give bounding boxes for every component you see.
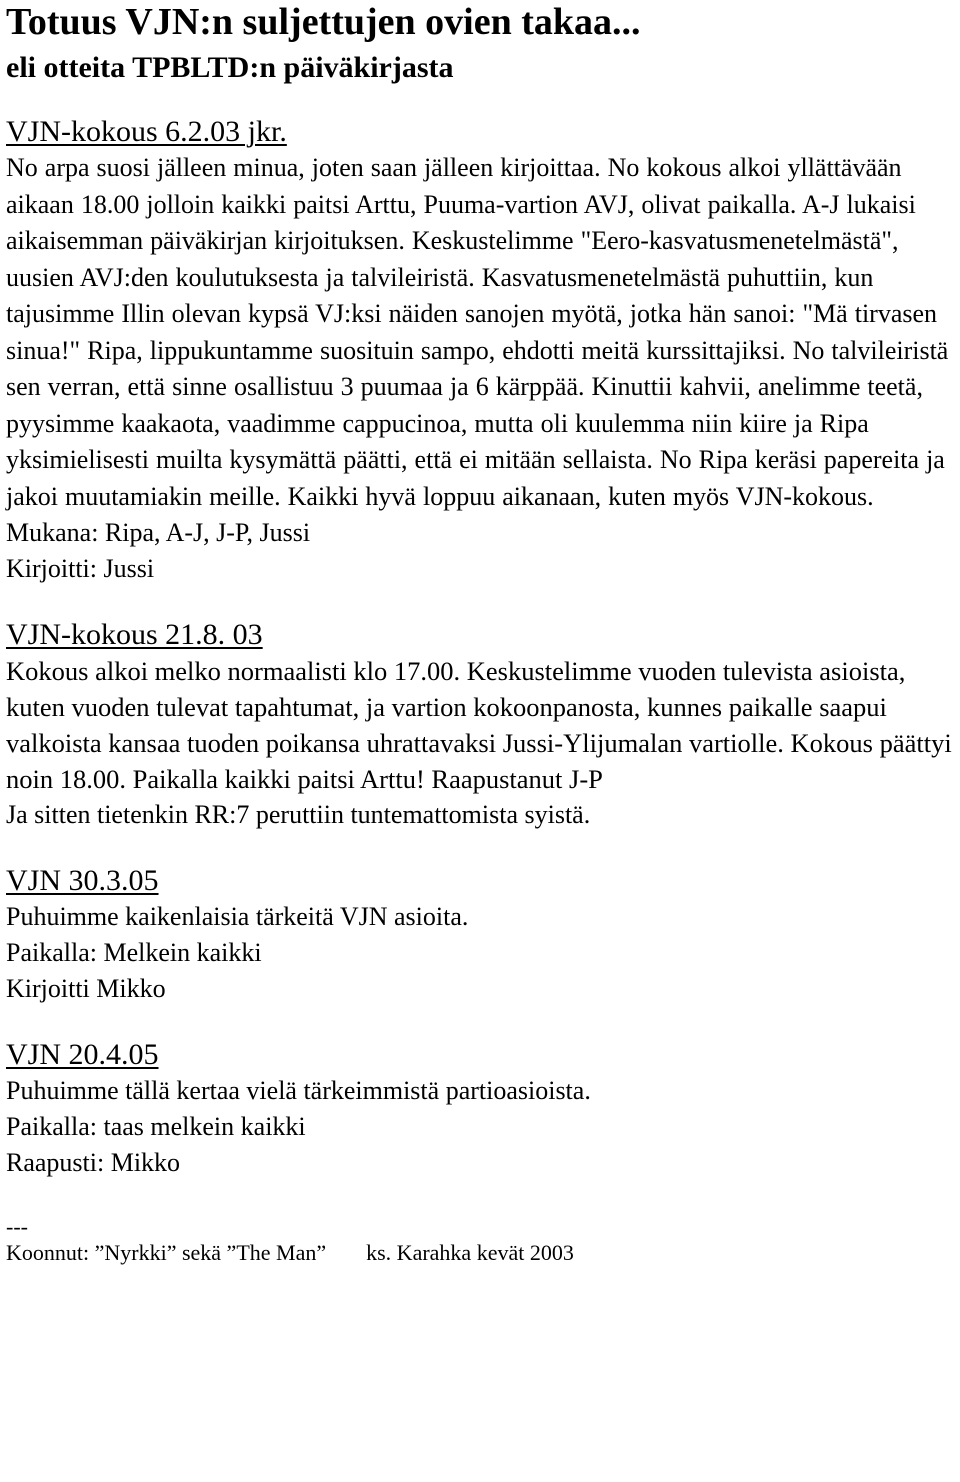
footer-credits <box>6 1239 958 1267</box>
entry-heading: VJN 30.3.05 <box>6 864 159 897</box>
entry-attendees: Mukana: Ripa, A-J, J-P, Jussi <box>6 518 311 547</box>
entry-heading: VJN 20.4.05 <box>6 1038 159 1071</box>
document-page <box>6 0 958 1267</box>
entry-writer: Kirjoitti: Jussi <box>6 554 155 583</box>
entry-heading: VJN-kokous 6.2.03 jkr. <box>6 115 287 148</box>
footer-source: ks. Karahka kevät 2003 <box>366 1240 574 1265</box>
document-subtitle: eli otteita TPBLTD:n päiväkirjasta <box>6 51 454 84</box>
diary-entry-2 <box>6 617 958 833</box>
entry-body: No arpa suosi jälleen minua, joten saan jälleen kirjoittaa. No kokous alkoi yllättävään aikaan 18.00 jolloin kaikki paitsi Arttu, Puuma-vartion AVJ, olivat paikalla. A-J lukaisi aikaisemman päiväkirjan kirjoituksen. Keskustelimme "Eero-kasvatusmenetelmästä", uusien AVJ:den koulutuksesta ja talvileiristä. Kasvatusmenetelmästä puhuttiin, kun tajusimme Illin olevan kypsä VJ:ksi näiden sanojen myötä, jotka hän sanoi: "Mä tirvasen sinua!" Ripa, lippukuntamme suosituin sampo, ehdotti meitä kurssittajiksi. No talvileiristä sen verran, että sinne osallistuu 3 puumaa ja 6 kärppää. Kinuttii kahvii, anelimme teetä, pyysimme kaakaota, vaadimme cappucinoa, mutta oli kuulemma niin kiire ja Ripa yksimielisesti muilta kysymättä päätti, että ei mitään sellaista. No Ripa keräsi papereita ja jakoi muutamiakin meille. Kaikki hyvä loppuu aikanaan, kuten myös VJN-kokous. <box>6 153 949 511</box>
footer-compiled-by: Koonnut: ”Nyrkki” sekä ”The Man” <box>6 1240 327 1265</box>
entry-writer: Kirjoitti Mikko <box>6 974 166 1003</box>
entry-note: Ja sitten tietenkin RR:7 peruttiin tuntemattomista syistä. <box>6 800 591 829</box>
entry-attendees: Paikalla: Melkein kaikki <box>6 938 262 967</box>
entry-attendees: Paikalla: taas melkein kaikki <box>6 1112 306 1141</box>
entry-body: Kokous alkoi melko normaalisti klo 17.00. Keskustelimme vuoden tulevista asioista, kuten vuoden tulevat tapahtumat, ja vartion kokoonpanosta, kunnes paikalle saapui valkoista kansaa tuoden poikansa uhrattavaksi Jussi-Ylijumalan vartiolle. Kokous päättyi noin 18.00. Paikalla kaikki paitsi Arttu! Raapustanut J-P <box>6 656 952 794</box>
footer-separator: --- <box>6 1214 28 1239</box>
entry-summary: Puhuimme tällä kertaa vielä tärkeimmistä partioasioista. <box>6 1076 591 1105</box>
entry-heading: VJN-kokous 21.8. 03 <box>6 618 263 651</box>
diary-entry-3 <box>6 863 958 1007</box>
diary-entry-1 <box>6 114 958 587</box>
diary-entry-4 <box>6 1037 958 1181</box>
document-title: Totuus VJN:n suljettujen ovien takaa... <box>6 1 641 43</box>
entry-writer: Raapusti: Mikko <box>6 1148 181 1177</box>
entry-summary: Puhuimme kaikenlaisia tärkeitä VJN asioita. <box>6 902 469 931</box>
